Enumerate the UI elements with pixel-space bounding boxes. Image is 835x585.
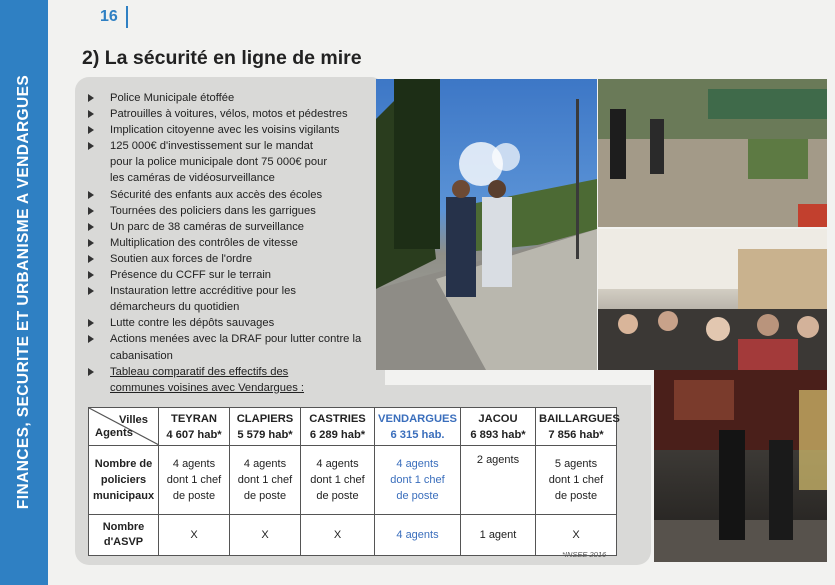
list-item: Instauration lettre accréditive pour les démarcheurs du quotidien [88,283,378,315]
page-number: 16 [100,8,118,25]
list-item: Présence du CCFF sur le terrain [88,267,378,283]
triangle-bullet-icon [88,223,94,231]
table-cell: X [536,515,617,556]
table-header-row [89,408,617,446]
police-patrol-photo [376,79,597,370]
table-cell: 4 agents dont 1 chef de poste [159,446,230,515]
triangle-bullet-icon [88,126,94,134]
column-header-castries: CASTRIES 6 289 hab* [301,408,375,446]
triangle-bullet-icon [88,287,94,295]
list-item: Actions menées avec la DRAF pour lutter contre la cabanisation [88,331,378,363]
source-note: *INSEE 2016 [562,550,607,559]
list-item-table-link: Tableau comparatif des effectifs des communes voisines avec Vendargues : [88,364,378,396]
triangle-bullet-icon [88,239,94,247]
column-header-baillargues: BAILLARGUES 7 856 hab* [536,408,617,446]
table-cell: 4 agents dont 1 chef de poste [230,446,301,515]
table-row [89,515,617,556]
table-cell: X [159,515,230,556]
list-item: Sécurité des enfants aux accès des écoles [88,187,378,203]
table-cell: 1 agent [461,515,536,556]
list-item: Patrouilles à voitures, vélos, motos et pédestres [88,106,378,122]
table-row [89,446,617,515]
row-header-policiers: Nombre de policiers municipaux [89,446,159,515]
table-cell: X [301,515,375,556]
comparison-table [88,407,620,556]
triangle-bullet-icon [88,94,94,102]
triangle-bullet-icon [88,319,94,327]
list-item: Implication citoyenne avec les voisins vigilants [88,122,378,138]
triangle-bullet-icon [88,142,94,150]
page-number-rule [126,6,128,28]
list-item: Police Municipale étoffée [88,90,378,106]
council-meeting-photo [598,229,827,370]
page-title: 2) La sécurité en ligne de mire [82,47,362,69]
list-item: Un parc de 38 caméras de surveillance [88,219,378,235]
list-item: Tournées des policiers dans les garrigues [88,203,378,219]
table-cell-vendargues: 4 agents [375,515,461,556]
night-patrol-photo [654,370,827,562]
row-header-asvp: Nombre d'ASVP [89,515,159,556]
triangle-bullet-icon [88,271,94,279]
triangle-bullet-icon [88,368,94,376]
list-item: Lutte contre les dépôts sauvages [88,315,378,331]
table-cell: X [230,515,301,556]
list-item: Soutien aux forces de l'ordre [88,251,378,267]
triangle-bullet-icon [88,110,94,118]
triangle-bullet-icon [88,335,94,343]
triangle-bullet-icon [88,191,94,199]
section-sidebar [0,0,48,585]
patrol-market-photo [598,79,827,227]
table-cell-vendargues: 4 agents dont 1 chef de poste [375,446,461,515]
table-cell: 4 agents dont 1 chef de poste [301,446,375,515]
column-header-teyran: TEYRAN 4 607 hab* [159,408,230,446]
sidebar-title: FINANCES, SECURITE ET URBANISME A VENDARGUES [15,74,32,510]
corner-agents-label: Agents [95,427,133,439]
triangle-bullet-icon [88,207,94,215]
corner-villes-label: Villes [118,414,148,426]
list-item: Multiplication des contrôles de vitesse [88,235,378,251]
column-header-jacou: JACOU 6 893 hab* [461,408,536,446]
column-header-vendargues: VENDARGUES 6 315 hab. [375,408,461,446]
triangle-bullet-icon [88,255,94,263]
corner-header [89,408,159,446]
bullet-list [88,90,378,396]
table-cell: 5 agents dont 1 chef de poste [536,446,617,515]
list-item: 125 000€ d'investissement sur le mandat pour la police municipale dont 75 000€ pour les caméras de vidéosurveillance [88,138,378,186]
table-cell: 2 agents [461,446,536,515]
column-header-clapiers: CLAPIERS 5 579 hab* [230,408,301,446]
